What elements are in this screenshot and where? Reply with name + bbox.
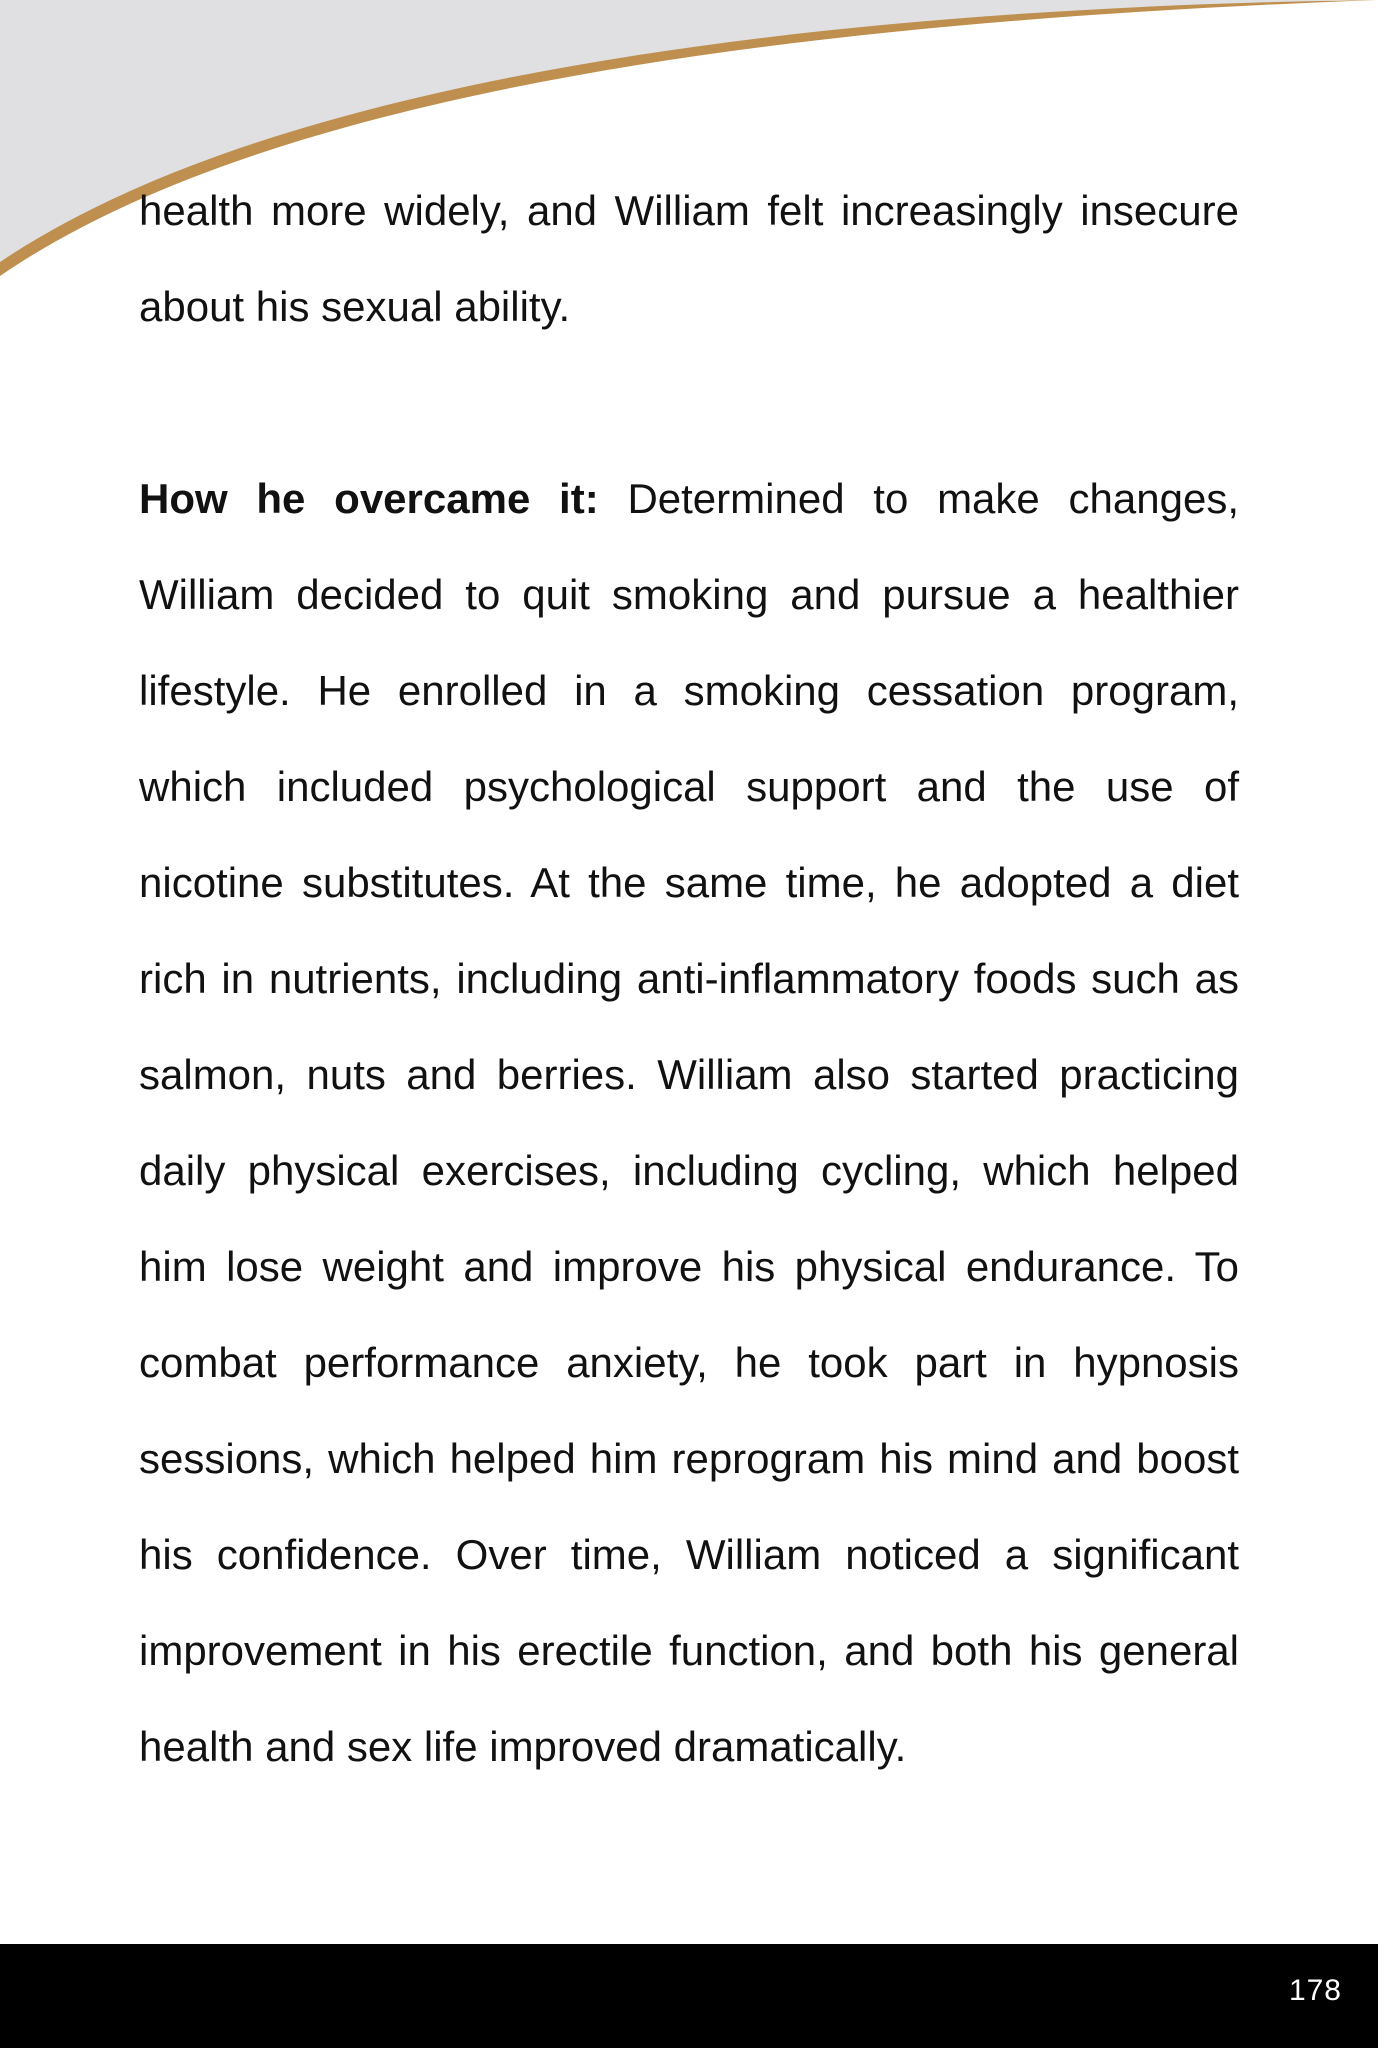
continuation-text: health more widely, and William felt increasingly insecure about his sexual ability. [139, 187, 1239, 330]
paragraph-lead-in: How he overcame it: [139, 475, 599, 522]
overcame-paragraph [139, 451, 1239, 1795]
paragraph-body: Determined to make changes, William decided to quit smoking and pursue a healthier lifestyle. He enrolled in a smoking cessation program, which included psychological support and the use of nicotine substitutes. At the same time, he adopted a diet rich in nutrients, including anti-inflammatory foods such as salmon, nuts and berries. William also started practicing daily physical exercises, including cycling, which helped him lose weight and improve his physical endurance. To combat performance anxiety, he took part in hypnosis sessions, which helped him reprogram his mind and boost his confidence. Over time, William noticed a significant improvement in his erectile function, and both his general health and sex life improved dramatically. [139, 475, 1239, 1770]
footer-bar [0, 1944, 1378, 2048]
page-number: 178 [1288, 1974, 1342, 2007]
